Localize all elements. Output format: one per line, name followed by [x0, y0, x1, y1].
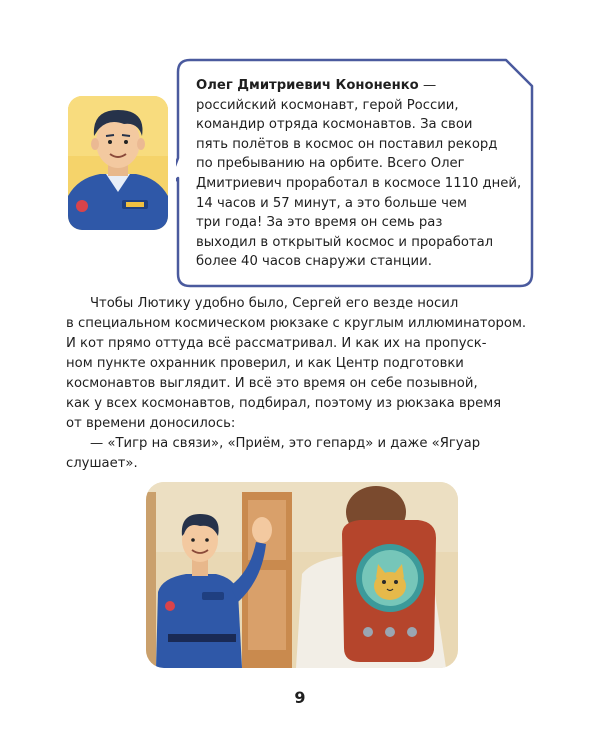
callout-line: более 40 часов снаружи станции. [196, 254, 432, 270]
cosmonaut-portrait [68, 96, 168, 230]
story-line: в специальном космическом рюкзаке с круглым иллюминатором. [66, 316, 527, 331]
callout-line: три года! За это время он семь раз [196, 215, 443, 231]
callout-line: Дмитриевич проработал в космосе 1110 дней, [196, 175, 522, 191]
page-number: 9 [294, 688, 306, 707]
story-text [66, 294, 542, 474]
story-line: как у всех космонавтов, подбирал, поэтому из рюкзака время [66, 396, 502, 411]
callout-line-0: Олег Дмитриевич Кононенко — [196, 78, 437, 93]
callout-line: 14 часов и 57 минут, а это больше чем [196, 195, 467, 211]
story-line: Чтобы Лютику удобно было, Сергей его везде носил [90, 296, 459, 311]
story-line: слушает». [66, 456, 138, 471]
cosmonaut-name: Олег Дмитриевич Кононенко [196, 78, 419, 93]
callout-line: пять полётов в космос он поставил рекорд [196, 136, 498, 152]
story-line: ном пункте охранник проверил, и как Центр подготовки [66, 356, 464, 371]
story-line: от времени доносилось: [66, 416, 236, 431]
callout-text [196, 76, 522, 272]
callout-line: российский космонавт, герой России, [196, 97, 459, 113]
info-callout [176, 58, 534, 288]
story-line: И кот прямо оттуда всё рассматривал. И как их на пропуск- [66, 336, 487, 351]
story-line: космонавтов выглядит. И всё это время он себе позывной, [66, 376, 478, 391]
callout-line: командир отряда космонавтов. За свои [196, 117, 473, 133]
story-line: — «Тигр на связи», «Приём, это гепард» и даже «Ягуар [90, 436, 481, 451]
story-illustration [146, 482, 458, 668]
callout-line: выходил в открытый космос и проработал [196, 234, 494, 250]
callout-line: по пребыванию на орбите. Всего Олег [196, 156, 465, 172]
